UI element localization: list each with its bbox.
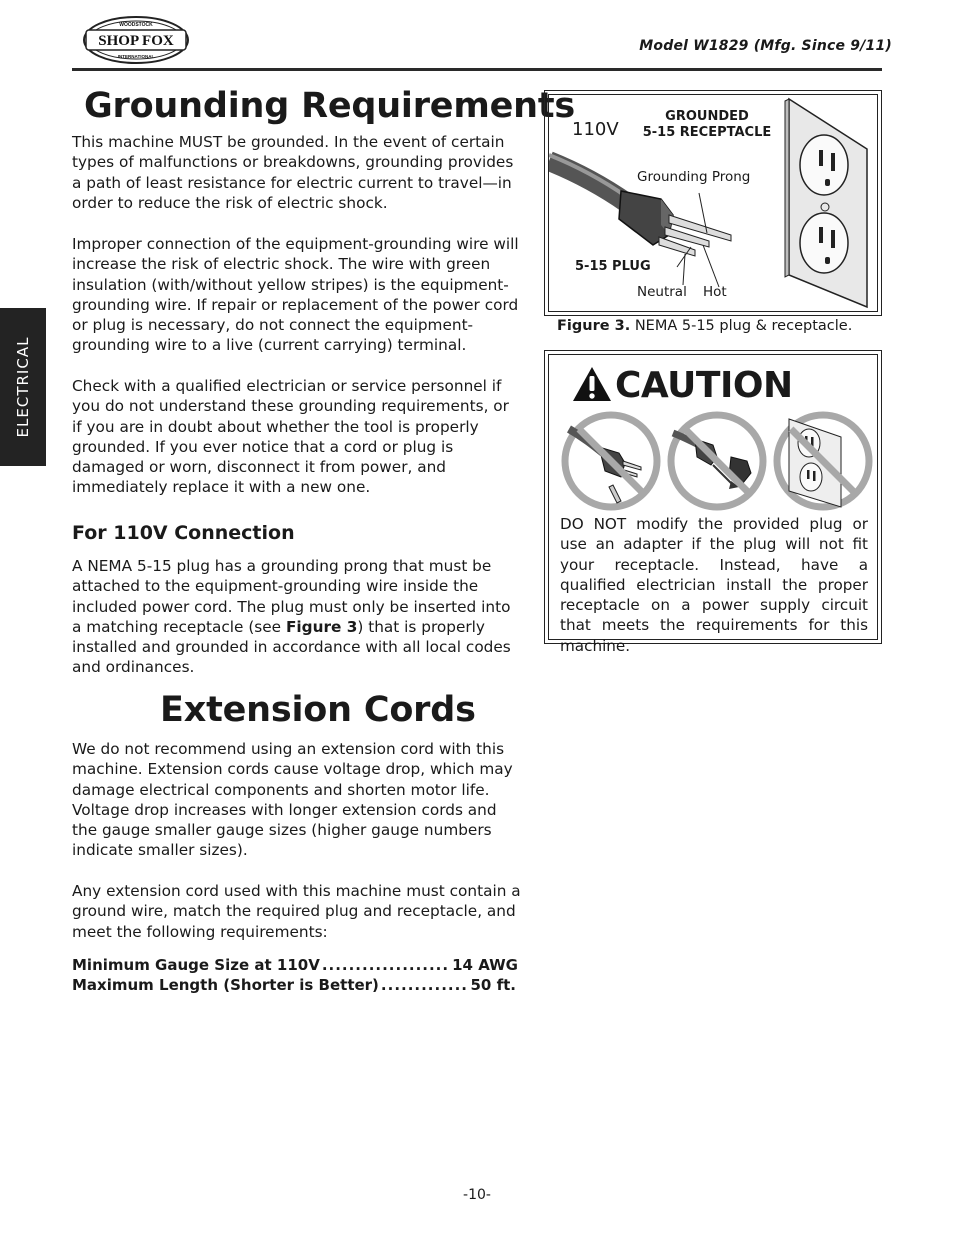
hot-label: Hot <box>703 284 727 300</box>
leader-dots <box>381 975 469 995</box>
extension-para-2: Any extension cord used with this machine must contain a ground wire, match the required plug and receptacle, and meet the following requirements: <box>72 882 521 941</box>
spec-value: 50 ft. <box>470 976 516 994</box>
figure-3-caption <box>557 318 852 334</box>
model-number: Model W1829 (Mfg. Since 9/11) <box>639 38 892 54</box>
spec-row-gauge <box>72 955 518 975</box>
spec-label: Minimum Gauge Size at 110V <box>72 956 320 974</box>
caption-label: Figure 3. <box>557 318 631 334</box>
receptacle-label-line1: GROUNDED <box>665 109 749 124</box>
caution-title: CAUTION <box>615 365 793 406</box>
logo-arc-top: WOODSTOCK <box>119 22 153 28</box>
grounding-title: Grounding Requirements <box>84 86 576 126</box>
logo-brand-text: SHOP FOX <box>98 33 174 49</box>
voltage-label: 110V <box>572 119 619 140</box>
plug-label: 5-15 PLUG <box>575 259 651 274</box>
connection-text-before: A NEMA 5-15 plug has a grounding prong that must be attached to the equipment-grounding wire inside the included power cord. The plug must only be inserted into a matching receptacle (see <box>72 557 511 636</box>
extension-title: Extension Cords <box>160 690 476 730</box>
spec-value: 14 AWG <box>452 956 518 974</box>
caution-text: DO NOT modify the provided plug or use an adapter if the plug will not fit your receptacle. Instead, have a qualified electrician install the proper receptacle on a power supply circuit that meets the requirements for this machine. <box>560 515 868 655</box>
grounding-prong-label: Grounding Prong <box>637 169 751 185</box>
no-adapter-icon <box>671 415 763 507</box>
receptacle-label <box>641 109 773 141</box>
warning-triangle-icon <box>571 365 613 403</box>
grounding-para-3: Check with a qualified electrician or service personnel if you do not understand these grounding requirements, or if you are in doubt about whether the tool is properly grounded. If you ever notice that a cord or plug is damaged or worn, disconnect it from power, and immediately replace it with a new one. <box>72 377 509 497</box>
page-number: -10- <box>463 1187 491 1203</box>
connection-title: For 110V Connection <box>72 522 295 544</box>
shop-fox-logo <box>82 14 190 66</box>
no-cut-prong-icon <box>565 415 657 507</box>
figure-3-box <box>544 90 882 316</box>
extension-para-1: We do not recommend using an extension cord with this machine. Extension cords cause voltage drop, which may damage electrical components and shorten motor life. Voltage drop increases with longer extension cords and the gauge smaller gauge sizes (higher gauge numbers indicate smaller sizes). <box>72 740 513 860</box>
receptacle-label-line2: 5-15 RECEPTACLE <box>642 125 772 140</box>
side-tab <box>0 308 46 466</box>
leader-dots <box>322 955 450 975</box>
caption-text: NEMA 5-15 plug & receptacle. <box>630 318 853 334</box>
neutral-label: Neutral <box>637 284 687 300</box>
prohibited-illustrations <box>561 411 873 511</box>
connection-para <box>72 556 522 678</box>
header-rule <box>72 68 882 71</box>
side-tab-label: ELECTRICAL <box>14 336 32 438</box>
logo-arc-bottom: INTERNATIONAL <box>117 54 155 59</box>
spec-row-length <box>72 975 516 995</box>
grounding-para-2: Improper connection of the equipment-grounding wire will increase the risk of electric shock. The wire with green insulation (with/without yellow stripes) is the equipment-grounding wire. If repair or replacement of the power cord or plug is necessary, do not connect the equipment-grounding wire to a live (current carrying) terminal. <box>72 235 519 355</box>
figure-3-link[interactable]: Figure 3 <box>285 617 358 636</box>
spec-label: Maximum Length (Shorter is Better) <box>72 976 379 994</box>
no-receptacle-icon <box>777 415 869 507</box>
grounding-para-1: This machine MUST be grounded. In the event of certain types of malfunctions or breakdowns, grounding provides a path of least resistance for electric current to travel—in order to reduce the risk of electric shock. <box>72 133 514 212</box>
connection-text-after: ) that is properly installed and grounded in accordance with all local codes and ordinances. <box>72 617 511 677</box>
caution-box <box>544 350 882 655</box>
